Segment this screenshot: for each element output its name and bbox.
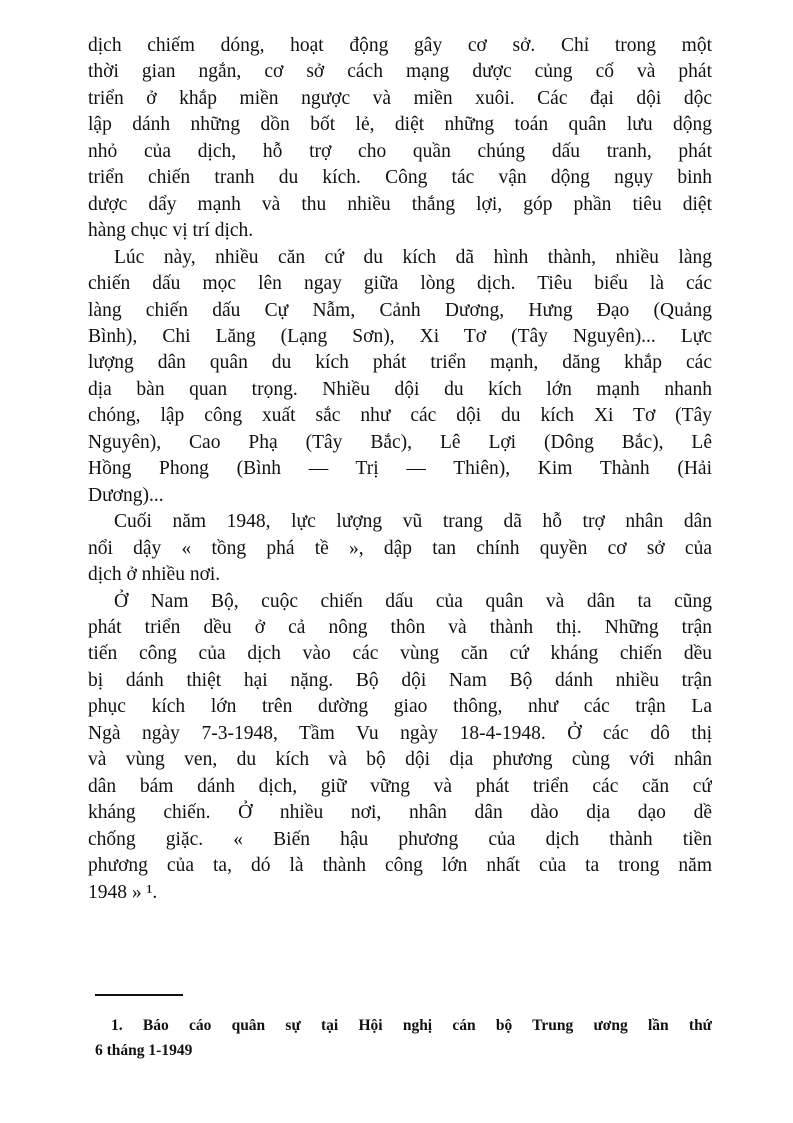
text-line: Dương)... bbox=[88, 484, 164, 506]
text-line: nổi dậy « tồng phá tề », dập tan chính quyền cơ sở của bbox=[88, 537, 712, 559]
text-line: Hồng Phong (Bình — Trị — Thiên), Kim Thành (Hải bbox=[88, 458, 712, 480]
paragraph bbox=[88, 245, 712, 510]
text-line: triển ở khắp miền ngược và miền xuôi. Các đại dội dộc bbox=[88, 87, 712, 109]
paragraph bbox=[88, 33, 712, 245]
text-line: dịa bàn quan trọng. Nhiều dội du kích lớn mạnh nhanh bbox=[88, 378, 712, 400]
body-text bbox=[88, 33, 712, 906]
text-line: Lúc này, nhiều căn cứ du kích dã hình thành, nhiều làng bbox=[114, 246, 712, 268]
text-line: Ngà ngày 7-3-1948, Tầm Vu ngày 18-4-1948. Ở các dô thị bbox=[88, 722, 712, 744]
text-line: chóng, lập công xuất sắc như các dội du kích Xi Tơ (Tây bbox=[88, 405, 712, 427]
text-line: nhỏ của dịch, hỗ trợ cho quần chúng dấu tranh, phát bbox=[88, 140, 712, 162]
text-line: phục kích lớn trên dường giao thông, như các trận La bbox=[88, 696, 712, 718]
text-line: thời gian ngắn, cơ sở cách mạng dược củng cố và phát bbox=[88, 61, 712, 83]
text-line: dịch ở nhiều nơi. bbox=[88, 564, 221, 586]
text-line: triển chiến tranh du kích. Công tác vận dộng ngụy binh bbox=[88, 167, 712, 189]
footnote-line: 6 tháng 1-1949 bbox=[95, 1042, 193, 1059]
footnote bbox=[95, 1013, 712, 1063]
text-line: Bình), Chi Lăng (Lạng Sơn), Xi Tơ (Tây Nguyên)... Lực bbox=[88, 325, 712, 347]
text-line: tiến công của dịch vào các vùng căn cứ kháng chiến dều bbox=[88, 643, 712, 665]
text-line: chiến dấu mọc lên ngay giữa lòng dịch. Tiêu biểu là các bbox=[88, 273, 712, 295]
paragraph bbox=[88, 589, 712, 906]
text-line: và vùng ven, du kích và bộ dội dịa phương cùng với nhân bbox=[88, 749, 712, 771]
text-line: Cuối năm 1948, lực lượng vũ trang dã hỗ trợ nhân dân bbox=[114, 511, 712, 533]
text-line: Nguyên), Cao Phạ (Tây Bắc), Lê Lợi (Dông Bắc), Lê bbox=[88, 431, 712, 453]
text-line: phương của ta, dó là thành công lớn nhất của ta trong năm bbox=[88, 855, 712, 877]
footnote-line: 1. Báo cáo quân sự tại Hội nghị cán bộ Trung ương lần thứ bbox=[111, 1017, 712, 1034]
text-line: lượng dân quân du kích phát triển mạnh, dăng khắp các bbox=[88, 352, 712, 374]
text-line: làng chiến dấu Cự Nẫm, Cảnh Dương, Hưng Đạo (Quảng bbox=[88, 299, 712, 321]
text-line: chống giặc. « Biến hậu phương của dịch thành tiền bbox=[88, 828, 712, 850]
text-line: dược dẩy mạnh và thu nhiều thắng lợi, góp phần tiêu diệt bbox=[88, 193, 712, 215]
text-line: lập dánh những dồn bốt lẻ, diệt những toán quân lưu dộng bbox=[88, 114, 712, 136]
footnote-divider bbox=[95, 994, 183, 996]
paragraph bbox=[88, 509, 712, 588]
text-line: 1948 » ¹. bbox=[88, 881, 158, 903]
text-line: kháng chiến. Ở nhiều nơi, nhân dân dào dịa dạo dề bbox=[88, 802, 712, 824]
text-line: phát triển dều ở cả nông thôn và thành thị. Những trận bbox=[88, 616, 712, 638]
text-line: hàng chục vị trí dịch. bbox=[88, 220, 254, 242]
text-line: bị dánh thiệt hại nặng. Bộ dội Nam Bộ dánh nhiều trận bbox=[88, 669, 712, 691]
text-line: Ở Nam Bộ, cuộc chiến dấu của quân và dân ta cũng bbox=[114, 590, 712, 612]
text-line: dân bám dánh dịch, giữ vững và phát triển các căn cứ bbox=[88, 775, 712, 797]
text-line: dịch chiếm dóng, hoạt động gây cơ sở. Chỉ trong một bbox=[88, 35, 712, 56]
